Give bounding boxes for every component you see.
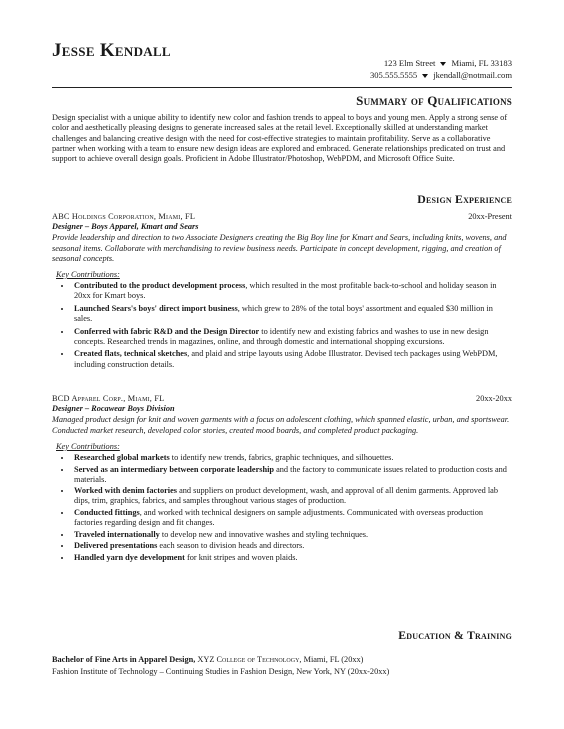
list-item xyxy=(72,281,512,301)
item-text: and suppliers on product development, wash, and approval of all denim garments. Approved lab dips, trim, graphics, fabrics, and samples throughout various stages of production. xyxy=(74,486,498,506)
phone-number: 305.555.5555 xyxy=(369,70,418,80)
item-highlight: Launched Sears's boys' direct import business xyxy=(74,303,238,313)
job-title: Designer – Rocawear Boys Division xyxy=(52,404,175,414)
item-text: to identify new trends, fabrics, graphic techniques, and silhouettes. xyxy=(169,453,394,463)
item-highlight: Served as an intermediary between corporate leadership xyxy=(74,464,275,474)
header-divider xyxy=(52,87,512,88)
email-address: jkendall@notmail.com xyxy=(433,70,512,80)
item-text: , and plaid and stripe layouts using Adobe Illustrator. Devised tech packages using WebPDM, including construction details. xyxy=(74,349,498,369)
list-item xyxy=(72,465,512,485)
item-text: each season to division heads and directors. xyxy=(157,541,305,551)
key-contributions-label: Key Contributions: xyxy=(56,270,120,280)
list-item xyxy=(72,508,512,528)
item-highlight: Worked with denim factories xyxy=(74,486,178,496)
item-highlight: Researched global markets xyxy=(74,453,170,463)
bullet-arrow-icon xyxy=(440,62,446,66)
job-entry xyxy=(52,212,512,372)
experience-heading: Design Experience xyxy=(417,192,512,206)
list-item xyxy=(72,453,512,463)
education-block xyxy=(52,654,512,678)
job-entry xyxy=(52,394,512,564)
list-item xyxy=(72,349,512,369)
company-name: ABC Holdings Corporation, Miami, FL xyxy=(52,212,196,221)
item-text: , and worked with technical designers on sample adjustments. Communicated with overseas production factories regarding design and fit changes. xyxy=(74,507,484,528)
item-highlight: Created flats, technical sketches xyxy=(74,349,188,359)
job-header xyxy=(52,394,512,404)
job-dates: 20xx-Present xyxy=(468,212,512,221)
street-address: 123 Elm Street xyxy=(383,58,436,68)
degree-name: Bachelor of Fine Arts in Apparel Design, xyxy=(52,655,196,664)
item-highlight: Conducted fittings xyxy=(74,507,140,517)
item-text: to develop new and innovative washes and styling techniques. xyxy=(159,529,369,539)
item-text: to identify new and existing fabrics and washes to use in new design concepts. Researched trends in magazines, online, and through domestic and international shopping excursions. xyxy=(74,326,489,346)
item-text: and the factory to communicate issues related to production costs and materials. xyxy=(74,464,507,484)
list-item xyxy=(72,327,512,347)
list-item xyxy=(72,486,512,506)
contributions-list xyxy=(52,281,512,370)
education-heading: Education & Training xyxy=(398,628,512,642)
summary-heading: Summary of Qualifications xyxy=(356,93,512,108)
bullet-arrow-icon xyxy=(422,74,428,78)
item-highlight: Delivered presentations xyxy=(74,541,158,551)
degree-line xyxy=(52,654,512,666)
item-highlight: Contributed to the product development process xyxy=(74,281,246,291)
school-location: , Miami, FL (20xx) xyxy=(299,655,364,664)
item-text: , which resulted in the most profitable back-to-school and holiday season in 20xx for Kmart boys. xyxy=(74,281,497,301)
job-dates: 20xx-20xx xyxy=(476,394,512,403)
list-item xyxy=(72,530,512,540)
company-name: BCD Apparel Corp., Miami, FL xyxy=(52,394,165,403)
item-highlight: Handled yarn dye development xyxy=(74,552,185,562)
job-description: Provide leadership and direction to two Associate Designers creating the Big Boy line for Kmart and Sears, including knits, wovens, and seasonal items. Collaborate with merchandising to review business needs. Participate in concept development, rigging, and creation of seasonal concepts. xyxy=(52,233,507,263)
job-description: Managed product design for knit and woven garments with a focus on adolescent clothing, which spanned elastic, urban, and sportswear. Conducted market research, developed color stories, created mood boards, and completed product packaging. xyxy=(52,415,510,435)
job-title: Designer – Boys Apparel, Kmart and Sears xyxy=(52,222,199,232)
list-item xyxy=(72,541,512,551)
contact-block xyxy=(370,57,512,81)
key-contributions-label: Key Contributions: xyxy=(56,441,120,451)
summary-text: Design specialist with a unique ability to identify new color and fashion trends to appeal to boys and young men. Apply a strong sense of color and aesthetically pleasing designs to generate increased sales at the retail level. Exceptionally skilled at understanding market challenges and balancing creative design with the need for cost-effective strategies to maintain profitability. Serve as a collaborative partner when working with a team to ensure new design ideas are explored and embraced. Generate relationships predicated on trust and support to achieve overall design goals. Proficient in Adobe Illustrator/Photoshop, WebPDM, and Microsoft Office Suite. xyxy=(52,113,508,164)
list-item xyxy=(72,304,512,324)
candidate-name: Jesse Kendall xyxy=(52,40,171,61)
job-header xyxy=(52,212,512,222)
school-name: XYZ College of Technology xyxy=(197,655,300,664)
training-line: Fashion Institute of Technology – Continuing Studies in Fashion Design, New York, NY (20xx-20xx) xyxy=(52,667,390,676)
item-highlight: Traveled internationally xyxy=(74,529,160,539)
item-text: for knit stripes and woven plaids. xyxy=(184,552,298,562)
item-highlight: Conferred with fabric R&D and the Design Director xyxy=(74,326,260,336)
phone-email-line xyxy=(370,69,512,81)
address-line xyxy=(370,57,512,69)
contributions-list xyxy=(52,453,512,563)
item-text: , which grew to 28% of the total boys' assortment and equaled $30 million in sales. xyxy=(74,303,493,324)
list-item xyxy=(72,553,512,563)
city-state-zip: Miami, FL 33183 xyxy=(451,58,512,68)
